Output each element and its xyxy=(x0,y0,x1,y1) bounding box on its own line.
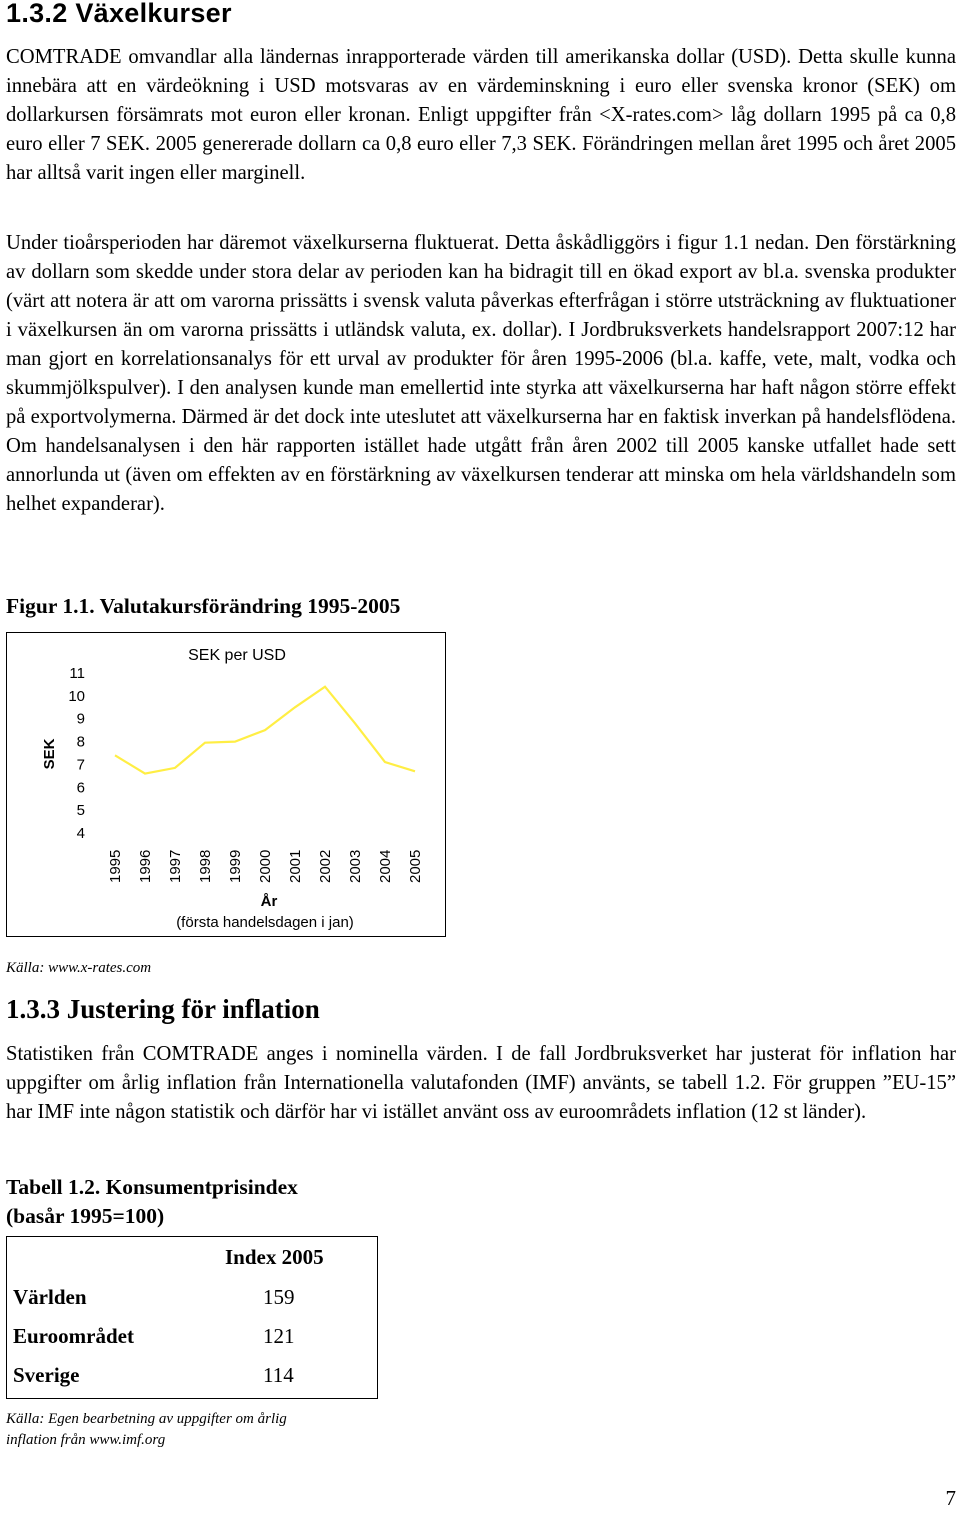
row-label: Världen xyxy=(13,1285,87,1309)
y-tick-label: 8 xyxy=(76,733,85,751)
x-tick-label: 2005 xyxy=(407,849,424,883)
series-line xyxy=(115,687,415,774)
x-tick-label: 1995 xyxy=(107,849,124,883)
x-tick-label: 1997 xyxy=(167,849,184,883)
table-row xyxy=(7,1363,377,1402)
x-tick-label: 1996 xyxy=(137,849,154,883)
y-tick-label: 6 xyxy=(76,779,85,797)
y-tick-label: 5 xyxy=(76,802,85,820)
chart-canvas xyxy=(7,633,445,936)
table-row xyxy=(7,1285,377,1324)
figure-caption: Figur 1.1. Valutakursförändring 1995-2005 xyxy=(6,594,401,618)
x-tick-label: 2002 xyxy=(317,849,334,883)
row-value: 114 xyxy=(263,1363,294,1387)
figure-source: Källa: www.x-rates.com xyxy=(6,960,152,976)
x-tick-label: 2003 xyxy=(347,849,364,883)
x-tick-label: 1998 xyxy=(197,849,214,883)
table-caption-line2: (basår 1995=100) xyxy=(6,1204,165,1228)
x-tick-label: 2000 xyxy=(257,849,274,883)
y-tick-label: 4 xyxy=(76,825,85,842)
page-number: 7 xyxy=(945,1486,956,1510)
paragraph-exchange-intro: COMTRADE omvandlar alla ländernas inrapporterade värden till amerikanska dollar (USD). Detta skulle kunna innebära att en värdeökning i USD motsvaras av en värdeminskning i euro eller svenska kronor (SEK) om dollarkursen försämrats mot euron eller kronan. Enligt uppgifter från <X-rates.com> låg dollarn 1995 på ca 0,8 euro eller 7 SEK. 2005 genererade dollarn ca 0,8 euro eller 7,3 SEK. Förändringen mellan året 1995 och året 2005 har alltså varit ingen eller marginell. xyxy=(6,46,956,184)
section-heading: 1.3.2 Växelkurser xyxy=(6,0,232,28)
table-source-line1: Källa: Egen bearbetning av uppgifter om årlig xyxy=(6,1411,287,1427)
row-value: 159 xyxy=(263,1285,295,1309)
y-axis-label: SEK xyxy=(41,738,58,770)
y-tick-label: 7 xyxy=(76,756,85,774)
table-caption-line1: Tabell 1.2. Konsumentprisindex xyxy=(6,1175,298,1199)
chart-title: SEK per USD xyxy=(188,647,286,664)
table-row xyxy=(7,1324,377,1363)
table-header-index: Index 2005 xyxy=(225,1245,324,1269)
paragraph-inflation: Statistiken från COMTRADE anges i nominella värden. I de fall Jordbruksverket har justerat för inflation har uppgifter om årlig inflation från Internationella valutafonden (IMF) använts, se tabell 1.2. För gruppen ”EU-15” har IMF inte någon statistik och därför har vi istället använt oss av euroområdets inflation (12 st länder). xyxy=(6,1043,956,1123)
y-tick-label: 10 xyxy=(68,687,85,705)
y-tick-label: 11 xyxy=(69,665,85,682)
x-tick-label: 2004 xyxy=(377,849,394,883)
section-heading-inflation: 1.3.3 Justering för inflation xyxy=(6,994,320,1024)
x-tick-label: 1999 xyxy=(227,849,244,883)
paragraph-exchange-fluctuation: Under tioårsperioden har däremot växelkurserna fluktuerat. Detta åskådliggörs i figur 1.1 nedan. Den förstärkning av dollarn som skedde under stora delar av perioden kan ha bidragit till en ökad export av bl.a. svenska produkter (värt att notera är att om varorna prissätts i svensk valuta påverkas efterfrågan i större utsträckning av fluktuationer i växelkursen än om varorna prissätts i utländsk valuta, ex. dollar). I Jordbruksverkets handelsrapport 2007:12 har man gjort en korrelationsanalys för ett urval av produkter för åren 1995-2006 (bl.a. kaffe, vete, malt, vodka och skummjölkspulver). I den analysen kunde man emellertid inte styrka att växelkurserna har haft någon större effekt på exportvolymerna. Därmed är det dock inte uteslutet att växelkurserna har en faktisk inverkan på handelsflödena. Om handelsanalysen i den här rapporten istället hade utgått från åren 2002 till 2005 kanske utfallet hade sett annorlunda ut (även om effekten av en förstärkning av växelkursen tenderar att minska om hela världshandeln som helhet expanderar). xyxy=(6,232,956,515)
row-label: Sverige xyxy=(13,1363,80,1387)
y-tick-labels xyxy=(68,665,85,842)
row-value: 121 xyxy=(263,1324,295,1348)
cpi-table xyxy=(6,1236,378,1399)
exchange-rate-chart xyxy=(6,632,446,937)
x-tick-label: 2001 xyxy=(287,849,304,883)
x-axis-label: År xyxy=(260,893,278,910)
x-tick-labels xyxy=(107,850,424,883)
row-label: Euroområdet xyxy=(13,1324,134,1348)
table-source-line2: inflation från www.imf.org xyxy=(6,1432,166,1448)
y-tick-label: 9 xyxy=(76,710,85,728)
x-axis-sublabel: (första handelsdagen i jan) xyxy=(176,914,354,931)
